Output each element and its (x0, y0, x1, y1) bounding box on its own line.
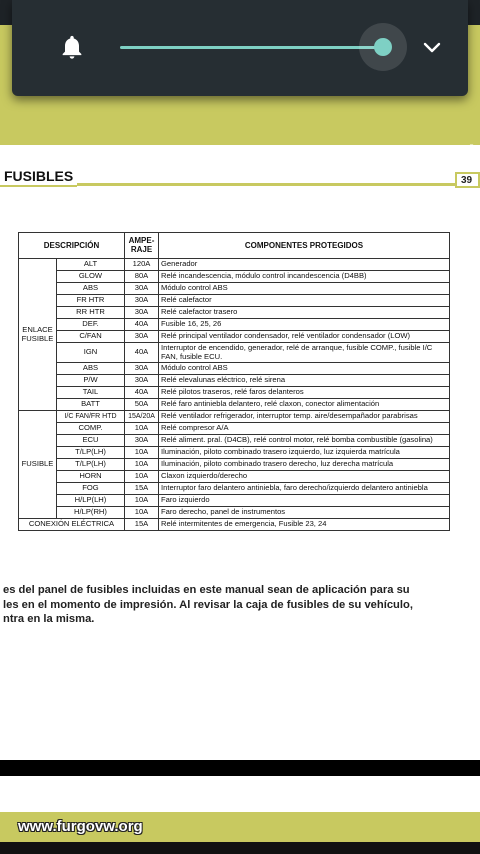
row-comp: Relé calefactor (159, 294, 450, 306)
row-amp: 10A (125, 459, 159, 471)
header-rule (77, 183, 457, 186)
row-amp: 40A (125, 387, 159, 399)
row-comp: Relé ventilador refrigerador, interruptor temp. aire/desempañador parabrisas (159, 411, 450, 423)
row-desc: FOG (57, 482, 125, 494)
row-amp: 30A (125, 294, 159, 306)
row-amp: 40A (125, 342, 159, 363)
row-comp: Relé calefactor trasero (159, 306, 450, 318)
row-comp: Fusible 16, 25, 26 (159, 318, 450, 330)
row-desc: IGN (57, 342, 125, 363)
table-row (19, 459, 450, 471)
row-amp: 80A (125, 270, 159, 282)
row-amp: 15A (125, 482, 159, 494)
row-amp: 30A (125, 363, 159, 375)
row-comp: Interruptor faro delantero antiniebla, faro derecho/izquierdo delantero antiniebla (159, 482, 450, 494)
group-label-line2: FUSIBLE (21, 333, 54, 343)
row-desc: ALT (57, 258, 125, 270)
table-header-row (19, 233, 450, 259)
row-desc: CONEXIÓN ELÉCTRICA (19, 518, 125, 530)
fuse-table (18, 232, 450, 531)
footnote-text (3, 583, 473, 627)
group-fusible: FUSIBLE (19, 411, 57, 519)
row-comp: Relé principal ventilador condensador, relé ventilador condensador (LOW) (159, 330, 450, 342)
table-row (19, 423, 450, 435)
row-comp: Relé pilotos traseros, relé faros delanteros (159, 387, 450, 399)
row-desc: FR HTR (57, 294, 125, 306)
page-separator (0, 760, 480, 776)
table-row (19, 482, 450, 494)
row-desc: ECU (57, 435, 125, 447)
footnote-line: les en el momento de impresión. Al revisar la caja de fusibles de su vehículo, (3, 598, 413, 611)
row-amp: 30A (125, 282, 159, 294)
row-amp: 10A (125, 494, 159, 506)
row-amp: 10A (125, 506, 159, 518)
row-comp: Claxon izquierdo/derecho (159, 471, 450, 483)
row-comp: Generador (159, 258, 450, 270)
table-row (19, 471, 450, 483)
table-row (19, 342, 450, 363)
row-comp: Iluminación, piloto combinado trasero izquierdo, luz izquierda matrícula (159, 447, 450, 459)
chevron-down-icon[interactable] (422, 40, 442, 56)
row-desc: T/LP(LH) (57, 447, 125, 459)
row-amp: 40A (125, 318, 159, 330)
row-desc: BATT (57, 399, 125, 411)
table-row (19, 411, 450, 423)
row-comp: Faro izquierdo (159, 494, 450, 506)
table-row (19, 518, 450, 530)
row-desc: GLOW (57, 270, 125, 282)
row-desc: DEF. (57, 318, 125, 330)
row-desc: TAIL (57, 387, 125, 399)
row-desc: HORN (57, 471, 125, 483)
row-amp: 10A (125, 471, 159, 483)
row-comp: Relé faro antiniebla delantero, relé claxon, conector alimentación (159, 399, 450, 411)
chapter-number: 4 (464, 142, 475, 163)
row-amp: 30A (125, 435, 159, 447)
row-amp: 30A (125, 306, 159, 318)
row-desc: P/W (57, 375, 125, 387)
col-amperage-line1: AMPE- (128, 236, 155, 245)
row-desc: H/LP(RH) (57, 506, 125, 518)
row-comp: Faro derecho, panel de instrumentos (159, 506, 450, 518)
col-amperage (125, 233, 159, 259)
row-comp: Módulo control ABS (159, 282, 450, 294)
row-comp: Relé elevalunas eléctrico, relé sirena (159, 375, 450, 387)
row-comp: Relé incandescencia, módulo control incandescencia (D4BB) (159, 270, 450, 282)
table-row (19, 447, 450, 459)
row-comp: Relé intermitentes de emergencia, Fusible 23, 24 (159, 518, 450, 530)
footnote-line: es del panel de fusibles incluidas en este manual sean de aplicación para su (3, 584, 410, 596)
table-row (19, 318, 450, 330)
next-page-margin (0, 776, 480, 812)
row-desc: C/FAN (57, 330, 125, 342)
page-title: FUSIBLES (4, 168, 74, 184)
page-number: 39 (461, 175, 473, 186)
table-row (19, 363, 450, 375)
col-components: COMPONENTES PROTEGIDOS (159, 233, 450, 259)
table-row (19, 494, 450, 506)
bottom-edge (0, 842, 480, 854)
table-row (19, 306, 450, 318)
row-desc: I/C FAN/FR HTD (57, 411, 125, 423)
row-amp: 30A (125, 375, 159, 387)
row-comp: Interruptor de encendido, generador, relé de arranque, fusible COMP., fusible I/C FAN, fusible ECU. (159, 342, 450, 363)
table-row (19, 387, 450, 399)
row-desc: T/LP(LH) (57, 459, 125, 471)
col-description: DESCRIPCIÓN (19, 233, 125, 259)
col-amperage-line2: RAJE (130, 245, 153, 255)
row-desc: H/LP(LH) (57, 494, 125, 506)
group-label-line1: ENLACE (22, 324, 53, 334)
section-label: EN CASO DE EMERGENCIA (337, 148, 457, 158)
table-row (19, 399, 450, 411)
row-comp: Relé compresor A/A (159, 423, 450, 435)
row-comp: Iluminación, piloto combinado trasero derecho, luz derecha matrícula (159, 459, 450, 471)
row-amp: 10A (125, 447, 159, 459)
footnote-line: ntra en la misma. (3, 613, 95, 626)
table-row (19, 282, 450, 294)
table-row (19, 258, 450, 270)
table-row (19, 294, 450, 306)
row-desc: ABS (57, 363, 125, 375)
row-amp: 15A/20A (125, 411, 159, 423)
table-row (19, 375, 450, 387)
table-row (19, 435, 450, 447)
row-amp: 10A (125, 423, 159, 435)
row-desc: COMP. (57, 423, 125, 435)
row-desc: ABS (57, 282, 125, 294)
watermark: www.furgovw.org (18, 818, 143, 835)
group-enlace-fusible (19, 258, 57, 410)
volume-slider-thumb[interactable] (374, 38, 392, 56)
volume-panel (12, 0, 468, 96)
row-comp: Módulo control ABS (159, 363, 450, 375)
bell-icon[interactable] (58, 33, 86, 61)
row-amp: 30A (125, 330, 159, 342)
row-amp: 50A (125, 399, 159, 411)
row-amp: 120A (125, 258, 159, 270)
row-comp: Relé aliment. pral. (D4CB), relé control motor, relé bomba combustible (gasolina) (159, 435, 450, 447)
table-row (19, 270, 450, 282)
table-row (19, 506, 450, 518)
row-amp: 15A (125, 518, 159, 530)
volume-slider-track[interactable] (120, 46, 384, 49)
row-desc: RR HTR (57, 306, 125, 318)
table-row (19, 330, 450, 342)
